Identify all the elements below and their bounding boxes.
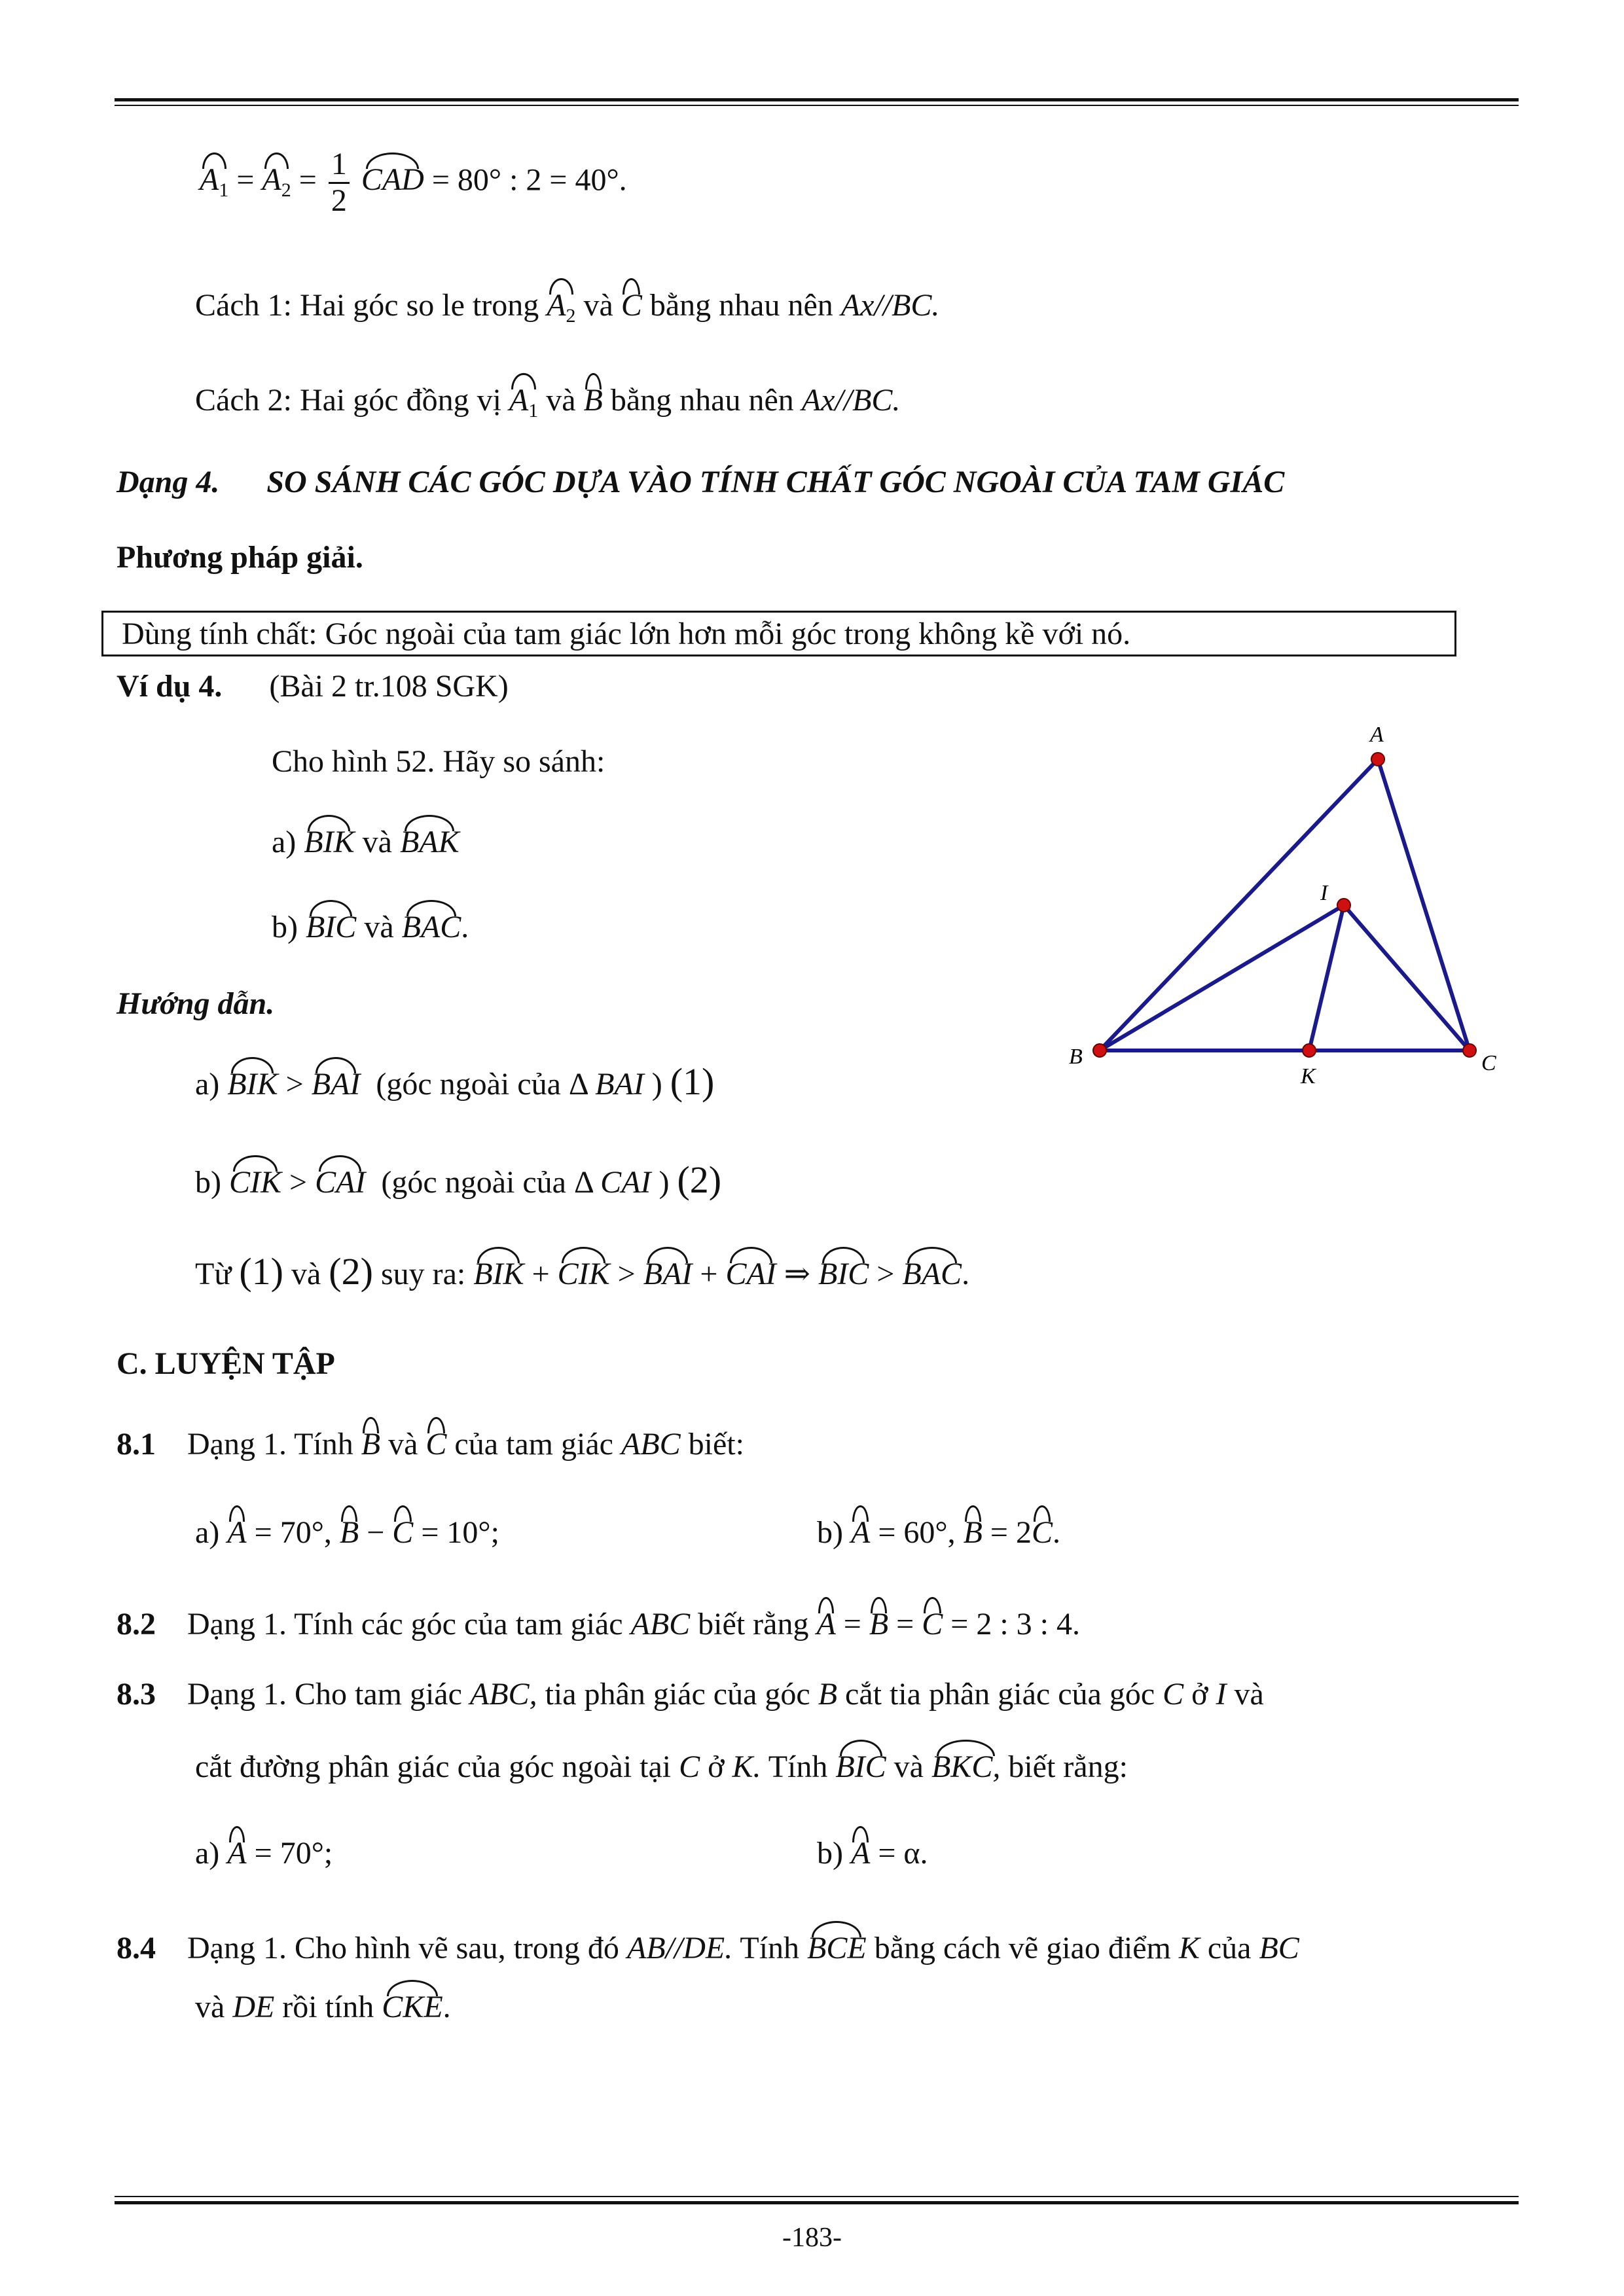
- angle-cad: CAD: [361, 152, 424, 196]
- angle-a: A: [227, 1826, 246, 1869]
- label-b: B: [1069, 1045, 1083, 1069]
- angle-a: A: [851, 1505, 870, 1549]
- exercise-8-1: 8.1 Dạng 1. Tính B và C của tam giác ABC biết:: [117, 1417, 744, 1463]
- angle-bac: BAC: [902, 1247, 962, 1290]
- angle-a1: $A_1$: [200, 152, 228, 200]
- angle-bce: BCE: [807, 1921, 867, 1964]
- angle-bic: BIC: [818, 1247, 869, 1290]
- label-c: C: [1481, 1051, 1496, 1075]
- exercise-8-3-line2: cắt đường phân giác của góc ngoài tại C ở K. Tính BIC và BKC, biết rằng:: [195, 1740, 1128, 1786]
- point-a: [1371, 753, 1384, 766]
- header-rule-thick: [115, 98, 1519, 101]
- angle-cik: CIK: [229, 1155, 281, 1198]
- angle-b: B: [869, 1597, 888, 1640]
- dang4-heading: Dạng 4. SO SÁNH CÁC GÓC DỰA VÀO TÍNH CHẤT GÓC NGOÀI CỦA TAM GIÁC: [117, 465, 1285, 499]
- footer-rule-thick: [115, 2201, 1519, 2204]
- exercise-8-4-line2: và DE rồi tính CKE.: [195, 1980, 451, 2026]
- angle-cai: CAI: [725, 1247, 776, 1290]
- exercise-8-3-line1: 8.3 Dạng 1. Cho tam giác ABC, tia phân giác của góc B cắt tia phân giác của góc C ở I và: [117, 1677, 1264, 1712]
- angle-a: A: [851, 1826, 870, 1869]
- angle-b: B: [361, 1417, 380, 1460]
- exercise-8-1-a: a) A = 70°, B − C = 10°;: [195, 1505, 499, 1552]
- angle-b: B: [964, 1505, 983, 1549]
- angle-c: C: [1032, 1505, 1053, 1549]
- angle-c: C: [922, 1597, 943, 1640]
- guide-heading: Hướng dẫn.: [117, 986, 275, 1021]
- exercise-8-3-a: a) A = 70°;: [195, 1826, 333, 1873]
- guide-conclusion: Từ (1) và (2) suy ra: BIK + CIK > BAI + CAI ⇒ BIC > BAC.: [195, 1247, 969, 1295]
- exercise-8-1-b: b) A = 60°, B = 2C.: [817, 1505, 1060, 1552]
- angle-bak: BAK: [400, 815, 460, 858]
- point-c: [1463, 1044, 1476, 1057]
- angle-c: C: [425, 1417, 446, 1460]
- cach-1: Cách 1: Hai góc so le trong $A_2$ và C bằng nhau nên Ax//BC.: [195, 278, 939, 326]
- header-rule-thin: [115, 105, 1519, 106]
- method-box-text: Dùng tính chất: Góc ngoài của tam giác lớn hơn mỗi góc trong không kề với nó.: [122, 617, 1131, 651]
- angle-a2: $A_2$: [262, 152, 291, 200]
- page-number: -183-: [782, 2223, 842, 2253]
- angle-bai: BAI: [643, 1247, 693, 1290]
- angle-c: C: [621, 278, 642, 321]
- angle-a: A: [227, 1505, 246, 1549]
- example4-a: a) BIK và BAK: [272, 815, 460, 861]
- angle-b: B: [584, 373, 603, 416]
- point-k: [1303, 1044, 1316, 1057]
- angle-c: C: [392, 1505, 413, 1549]
- angle-bkc: BKC,: [931, 1740, 1000, 1783]
- example4-b: b) BIC và BAC.: [272, 900, 469, 946]
- angle-bai: BAI: [312, 1057, 361, 1100]
- cach-2: Cách 2: Hai góc đồng vị $A_1$ và B bằng nhau nên Ax//BC.: [195, 373, 900, 421]
- guide-a: a) BIK > BAI (góc ngoài của Δ BAI ) (1): [195, 1057, 714, 1105]
- intro-formula: $A_1 = A_2$ = $\frac{1}{2}$ CAD = 80° : 2 = 40°.: [200, 147, 627, 218]
- exercise-8-4-line1: 8.4 Dạng 1. Cho hình vẽ sau, trong đó AB//DE. Tính BCE bằng cách vẽ giao điểm K của BC: [117, 1921, 1299, 1967]
- method-heading: Phương pháp giải.: [117, 540, 363, 575]
- angle-a: A: [816, 1597, 835, 1640]
- angle-bik: BIK: [304, 815, 354, 858]
- angle-b: B: [340, 1505, 359, 1549]
- exercise-8-3-b: b) A = α.: [817, 1826, 928, 1873]
- segment-bi: [1100, 905, 1344, 1050]
- segment-ik: [1309, 905, 1344, 1050]
- angle-cai: CAI: [315, 1155, 365, 1198]
- guide-b: b) CIK > CAI (góc ngoài của Δ CAI ) (2): [195, 1155, 721, 1203]
- footer-rule-thin: [115, 2196, 1519, 2197]
- segment-ic: [1344, 905, 1470, 1050]
- triangle-figure: [1057, 717, 1528, 1109]
- segment-ab: [1100, 759, 1378, 1050]
- angle-bic: BIC: [835, 1740, 886, 1783]
- angle-bac: BAC: [402, 900, 461, 943]
- angle-bic: BIC: [306, 900, 356, 943]
- angle-a1: $A_1$: [509, 373, 538, 421]
- point-b: [1093, 1044, 1106, 1057]
- label-k: K: [1301, 1064, 1316, 1088]
- example4-heading: Ví dụ 4. (Bài 2 tr.108 SGK): [117, 669, 509, 704]
- method-box: [101, 611, 1456, 656]
- label-i: I: [1320, 881, 1328, 905]
- point-i: [1337, 899, 1350, 912]
- angle-a2: $A_2$: [547, 278, 575, 326]
- angle-cik: CIK: [558, 1247, 610, 1290]
- angle-bik: BIK: [473, 1247, 524, 1290]
- example4-prompt: Cho hình 52. Hãy so sánh:: [272, 744, 605, 779]
- exercise-8-2: 8.2 Dạng 1. Tính các góc của tam giác ABC biết rằng A = B = C = 2 : 3 : 4.: [117, 1597, 1080, 1643]
- practice-heading: C. LUYỆN TẬP: [117, 1346, 335, 1381]
- fraction-half: $\frac{1}{2}$: [329, 147, 350, 219]
- angle-bik: BIK: [227, 1057, 278, 1100]
- angle-cke: CKE: [382, 1980, 442, 2023]
- label-a: A: [1370, 723, 1384, 747]
- segment-ac: [1378, 759, 1470, 1050]
